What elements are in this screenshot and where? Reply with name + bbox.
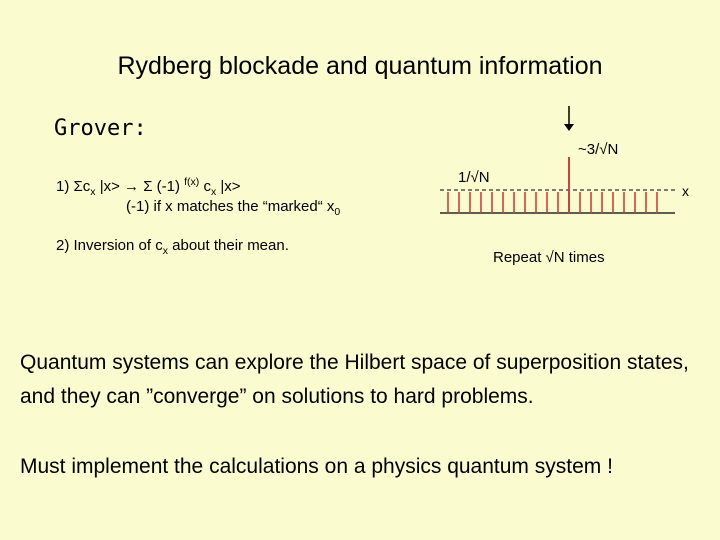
grover-step-2: 2) Inversion of $c_x$ about their mean. xyxy=(56,237,289,257)
arrow-right-icon: → xyxy=(124,178,140,195)
peak-label: ~3/√N xyxy=(578,141,619,158)
slide-title: Rydberg blockade and quantum information xyxy=(117,52,603,80)
grover-step-1: 1) $\Sigma c_x$ |x> → Σ (-1) $^{f(x)}$ $c_x$ |x> xyxy=(56,176,241,198)
marked-arrow-icon xyxy=(564,106,574,131)
repeat-label: Repeat √N times xyxy=(493,249,605,266)
x-axis-label: x xyxy=(682,183,689,199)
grover-step-1-note: (-1) if x matches the “marked“ $x_0$ xyxy=(126,198,341,218)
grover-heading: Grover: xyxy=(54,116,147,141)
amplitude-figure xyxy=(430,100,710,270)
paragraph-1: Quantum systems can explore the Hilbert space of superposition states, and they can ”converge” on solutions to hard problems. xyxy=(20,351,689,408)
baseline-label: 1/√N xyxy=(458,169,490,186)
paragraph-2: Must implement the calculations on a physics quantum system ! xyxy=(20,455,613,478)
